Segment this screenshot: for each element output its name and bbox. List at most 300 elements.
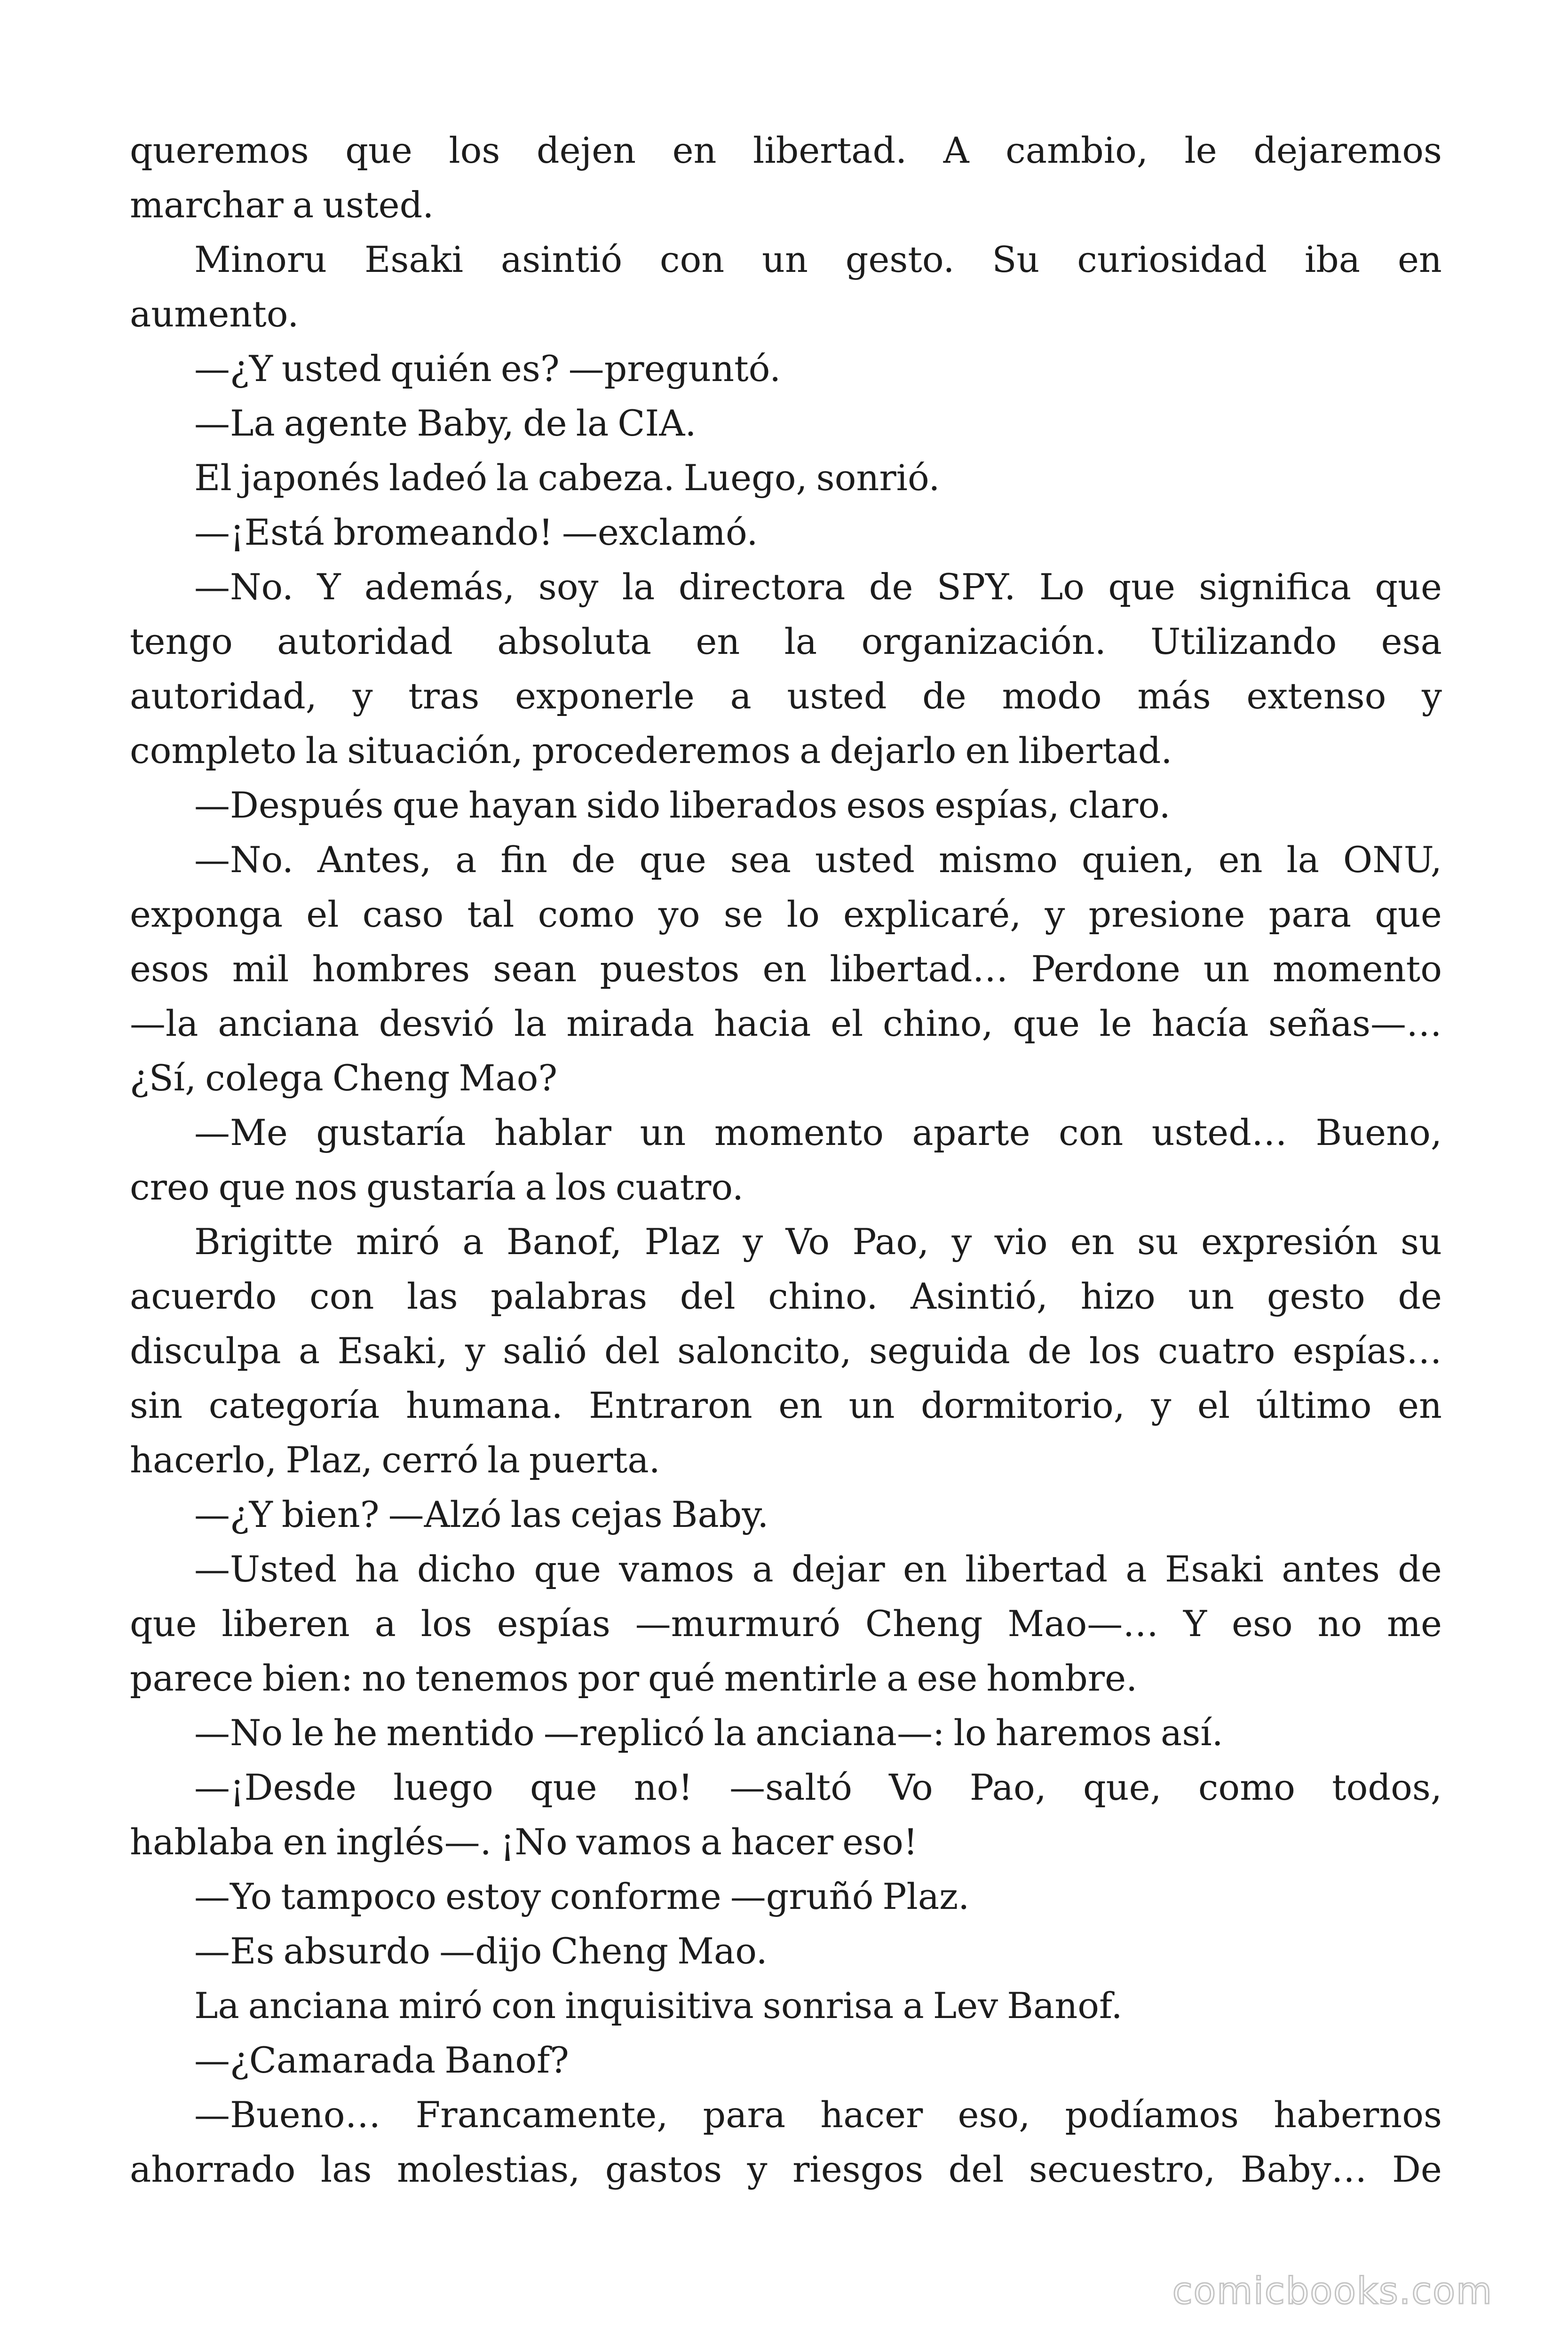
word: no: [1317, 1603, 1362, 1645]
word: Mao—…: [1007, 1603, 1159, 1645]
word: por: [578, 1657, 640, 1699]
word: Esaki: [1164, 1548, 1264, 1590]
word: claro.: [1068, 784, 1171, 826]
word: con: [1059, 1112, 1124, 1153]
text-line: [130, 1324, 1442, 1378]
word: a: [800, 730, 821, 771]
word: lo: [786, 893, 820, 935]
word: a: [730, 675, 752, 717]
word: con: [659, 238, 725, 280]
word: que: [1375, 566, 1442, 608]
word: ¿Sí,: [130, 1057, 197, 1099]
word: sonrió.: [816, 457, 940, 499]
word: tras: [408, 675, 480, 717]
word: yo: [658, 893, 700, 935]
text-line: [130, 1378, 1442, 1433]
word: hayan: [468, 784, 578, 826]
word: humana.: [405, 1384, 563, 1426]
word: Y: [1183, 1603, 1207, 1645]
text-line: [130, 2142, 1442, 2197]
word: como: [538, 893, 635, 935]
word: momento: [1272, 948, 1442, 990]
word: su: [1137, 1221, 1179, 1263]
word: secuestro,: [1029, 2148, 1216, 2190]
word: más: [1137, 675, 1211, 717]
word: luego: [393, 1766, 493, 1808]
word: como: [1198, 1766, 1295, 1808]
word: liberados: [669, 784, 838, 826]
text-line: [130, 1869, 1442, 1924]
word: —dijo: [439, 1930, 542, 1972]
word: los: [555, 1166, 607, 1208]
word: Banof,: [506, 1221, 622, 1263]
word: a: [298, 1330, 320, 1372]
word: mentirle: [724, 1657, 878, 1699]
word: y: [352, 675, 373, 717]
word: usted: [815, 839, 915, 881]
word: —exclamó.: [562, 511, 758, 553]
word: salió: [503, 1330, 587, 1372]
word: la: [1286, 839, 1320, 881]
text-line: [130, 1760, 1442, 1815]
word: sin: [130, 1384, 183, 1426]
word: que: [534, 1548, 601, 1590]
word: Minoru: [194, 238, 327, 280]
word: además,: [364, 566, 515, 608]
word: —¡Desde: [194, 1766, 357, 1808]
word: haremos: [995, 1712, 1152, 1754]
word: —Me: [194, 1112, 288, 1153]
word: cerró: [381, 1439, 479, 1481]
word: asintió: [500, 238, 623, 280]
word: ONU,: [1343, 839, 1442, 881]
word: y: [465, 1330, 485, 1372]
word: modo: [1002, 675, 1102, 717]
word: —murmuró: [635, 1603, 841, 1645]
book-page-text: [130, 123, 1442, 2197]
word: —¿Y: [194, 1494, 273, 1535]
text-line: [130, 996, 1442, 1051]
word: palabras: [491, 1275, 648, 1317]
word: sean: [493, 948, 577, 990]
word: extenso: [1246, 675, 1386, 717]
word: de: [523, 402, 567, 444]
word: y: [743, 1221, 763, 1263]
word: explicaré,: [843, 893, 1022, 935]
word: libertad…: [830, 948, 1008, 990]
word: anciana: [248, 1985, 390, 2026]
word: en: [672, 129, 717, 171]
word: aumento.: [130, 293, 299, 335]
text-line: [130, 178, 1442, 232]
text-line: [130, 1924, 1442, 1979]
text-line: [130, 2033, 1442, 2088]
word: A: [943, 129, 969, 171]
word: aparte: [912, 1112, 1030, 1153]
word: Plaz.: [882, 1875, 970, 1917]
word: Y: [317, 566, 341, 608]
word: tampoco: [281, 1875, 436, 1917]
word: tengo: [130, 620, 233, 662]
word: para: [1268, 893, 1352, 935]
word: Mao?: [459, 1057, 558, 1099]
word: La: [194, 1985, 239, 2026]
word: caso: [362, 893, 444, 935]
word: mirada: [566, 1002, 695, 1044]
word: nos: [294, 1166, 357, 1208]
word: tal: [467, 893, 515, 935]
word: Esaki,: [337, 1330, 448, 1372]
word: que: [1108, 566, 1175, 608]
word: sonrisa: [762, 1985, 894, 2026]
word: a: [292, 184, 314, 226]
word: me: [1386, 1603, 1442, 1645]
word: Baby.: [671, 1494, 769, 1535]
text-line: [130, 1105, 1442, 1160]
word: chino,: [883, 1002, 993, 1044]
word: a: [525, 1166, 546, 1208]
word: Vo: [785, 1221, 830, 1263]
word: eso!: [842, 1821, 918, 1863]
word: que: [218, 1166, 286, 1208]
word: eso,: [958, 2094, 1030, 2136]
text-line: [130, 287, 1442, 342]
word: Baby…: [1240, 2148, 1367, 2190]
word: a: [752, 1548, 774, 1590]
word: —¿Camarada: [194, 2039, 436, 2081]
word: Luego,: [683, 457, 808, 499]
word: y: [747, 2148, 768, 2190]
word: que: [392, 784, 460, 826]
word: se: [723, 893, 763, 935]
word: —Usted: [194, 1548, 337, 1590]
word: Perdone: [1031, 948, 1180, 990]
text-line: [130, 1160, 1442, 1215]
word: procederemos: [532, 730, 791, 771]
word: hizo: [1080, 1275, 1156, 1317]
word: su: [1400, 1221, 1442, 1263]
word: Entraron: [589, 1384, 752, 1426]
text-line: [130, 887, 1442, 942]
word: del: [948, 2148, 1004, 2190]
word: curiosidad: [1077, 238, 1267, 280]
word: en: [283, 1821, 327, 1863]
word: situación,: [347, 730, 523, 771]
word: puestos: [600, 948, 740, 990]
word: de: [922, 675, 966, 717]
word: Francamente,: [415, 2094, 668, 2136]
word: hablaba: [130, 1821, 274, 1863]
word: cejas: [570, 1494, 663, 1535]
word: libertad: [965, 1548, 1108, 1590]
word: en: [696, 620, 740, 662]
word: —replicó: [543, 1712, 705, 1754]
word: usted.: [323, 184, 434, 226]
text-line: [130, 1051, 1442, 1105]
word: a: [1125, 1548, 1147, 1590]
word: que: [130, 1603, 197, 1645]
word: fin: [500, 839, 548, 881]
word: podíamos: [1065, 2094, 1239, 2136]
word: bromeando!: [333, 511, 553, 553]
word: de: [571, 839, 616, 881]
word: un: [848, 1384, 895, 1426]
text-line: [130, 1215, 1442, 1269]
word: inglés—.: [336, 1821, 491, 1863]
text-line: [130, 1597, 1442, 1651]
word: usted: [281, 348, 382, 389]
word: desvió: [379, 1002, 495, 1044]
word: absurdo: [283, 1930, 431, 1972]
word: espías: [497, 1603, 610, 1645]
text-line: [130, 1979, 1442, 2033]
word: a: [887, 1657, 908, 1699]
word: de: [1398, 1548, 1442, 1590]
word: la: [305, 730, 339, 771]
word: gastos: [605, 2148, 722, 2190]
text-line: [130, 342, 1442, 396]
text-line: [130, 505, 1442, 560]
word: he: [333, 1712, 378, 1754]
word: iba: [1304, 238, 1361, 280]
word: en: [903, 1548, 947, 1590]
word: y: [1045, 893, 1065, 935]
word: sea: [730, 839, 792, 881]
text-line: [130, 833, 1442, 887]
word: la: [784, 620, 817, 662]
word: autoridad,: [130, 675, 317, 717]
word: riesgos: [792, 2148, 924, 2190]
word: expresión: [1201, 1221, 1378, 1263]
word: dejar: [791, 1548, 885, 1590]
word: todos,: [1332, 1766, 1442, 1808]
word: soy: [538, 566, 599, 608]
word: dejen: [536, 129, 636, 171]
word: y: [1151, 1384, 1172, 1426]
word: bien?: [281, 1494, 380, 1535]
word: autoridad: [277, 620, 453, 662]
word: seguida: [869, 1330, 1010, 1372]
word: Asintió,: [911, 1275, 1048, 1317]
word: creo: [130, 1166, 210, 1208]
word: cambio,: [1006, 129, 1148, 171]
word: Banof?: [444, 2039, 569, 2081]
word: —gruñó: [730, 1875, 874, 1917]
word: Cheng: [865, 1603, 983, 1645]
word: cuatro: [1158, 1330, 1275, 1372]
word: un: [1188, 1275, 1235, 1317]
word: lo: [953, 1712, 987, 1754]
word: hacerlo,: [130, 1439, 277, 1481]
word: Plaz: [644, 1221, 721, 1263]
word: espías,: [934, 784, 1060, 826]
word: la: [576, 402, 609, 444]
word: no!: [634, 1766, 693, 1808]
word: ahorrado: [130, 2148, 296, 2190]
word: momento: [714, 1112, 884, 1153]
word: en: [965, 730, 1010, 771]
word: vamos: [576, 1821, 692, 1863]
word: ese: [917, 1657, 978, 1699]
word: en: [778, 1384, 823, 1426]
word: un: [1203, 948, 1250, 990]
word: Baby,: [417, 402, 514, 444]
word: dejarlo: [830, 730, 957, 771]
word: esos: [846, 784, 926, 826]
word: hablar: [494, 1112, 611, 1153]
word: ¡No: [500, 1821, 568, 1863]
word: el: [831, 1002, 863, 1044]
word: colega: [205, 1057, 324, 1099]
text-line: [130, 1433, 1442, 1487]
word: la: [514, 1002, 547, 1044]
word: que,: [1083, 1766, 1162, 1808]
word: SPY.: [936, 566, 1016, 608]
word: gesto: [1267, 1275, 1365, 1317]
text-line: [130, 942, 1442, 996]
word: los: [420, 1603, 472, 1645]
word: mismo: [938, 839, 1058, 881]
word: puerta.: [529, 1439, 660, 1481]
word: Bueno,: [1315, 1112, 1442, 1153]
word: la: [713, 1712, 747, 1754]
word: absoluta: [497, 620, 652, 662]
text-line: [130, 396, 1442, 451]
text-line: [130, 1487, 1442, 1542]
word: Banof.: [1007, 1985, 1123, 2026]
word: es?: [500, 348, 560, 389]
word: quién: [390, 348, 492, 389]
word: quien,: [1081, 839, 1195, 881]
word: —preguntó.: [568, 348, 781, 389]
word: tenemos: [415, 1657, 569, 1699]
word: queremos: [130, 129, 309, 171]
word: mentido: [386, 1712, 535, 1754]
word: gesto.: [845, 238, 955, 280]
word: dejaremos: [1253, 129, 1442, 171]
word: el: [306, 893, 339, 935]
word: le: [1099, 1002, 1132, 1044]
word: del: [680, 1275, 736, 1317]
word: a: [903, 1985, 924, 2026]
word: significa: [1199, 566, 1352, 608]
word: conforme: [550, 1875, 721, 1917]
word: miró: [356, 1221, 440, 1263]
word: los: [449, 129, 500, 171]
text-line: [130, 451, 1442, 505]
word: Plaz,: [285, 1439, 373, 1481]
word: Pao,: [969, 1766, 1046, 1808]
word: y: [951, 1221, 972, 1263]
text-line: [130, 1815, 1442, 1869]
word: hombre.: [986, 1657, 1138, 1699]
word: —¡Está: [194, 511, 325, 553]
word: miró: [398, 1985, 483, 2026]
text-line: [130, 123, 1442, 178]
word: Pao,: [852, 1221, 929, 1263]
word: completo: [130, 730, 297, 771]
word: exponerle: [515, 675, 695, 717]
word: Cheng: [551, 1930, 669, 1972]
word: Antes,: [317, 839, 432, 881]
text-line: [130, 1269, 1442, 1324]
word: de: [1027, 1330, 1072, 1372]
word: a: [374, 1603, 396, 1645]
word: gustaría: [366, 1166, 516, 1208]
word: gustaría: [316, 1112, 466, 1153]
text-line: [130, 1651, 1442, 1706]
word: la: [487, 1439, 520, 1481]
word: ha: [355, 1548, 399, 1590]
text-line: [130, 723, 1442, 778]
word: ladeó: [389, 457, 488, 499]
word: mil: [232, 948, 289, 990]
word: —Después: [194, 784, 384, 826]
text-line: [130, 232, 1442, 287]
word: saloncito,: [677, 1330, 852, 1372]
word: Mao.: [677, 1930, 768, 1972]
word: un: [640, 1112, 686, 1153]
word: organización.: [861, 620, 1106, 662]
word: los: [1089, 1330, 1140, 1372]
word: a: [462, 1221, 484, 1263]
word: presione: [1088, 893, 1245, 935]
word: la: [622, 566, 655, 608]
word: directora: [678, 566, 846, 608]
word: que: [1013, 1002, 1080, 1044]
word: agente: [284, 402, 408, 444]
word: vamos: [619, 1548, 735, 1590]
word: De: [1392, 2148, 1442, 2190]
word: Brigitte: [194, 1221, 333, 1263]
word: de: [1398, 1275, 1442, 1317]
word: las: [320, 2148, 372, 2190]
word: anciana: [218, 1002, 359, 1044]
word: libertad.: [1018, 730, 1172, 771]
word: en: [1218, 839, 1263, 881]
word: que: [1375, 893, 1442, 935]
text-line: [130, 614, 1442, 669]
word: Lev: [933, 1985, 998, 2026]
word: Utilizando: [1150, 620, 1337, 662]
word: en: [1398, 1384, 1442, 1426]
word: chino.: [768, 1275, 878, 1317]
word: así.: [1161, 1712, 1223, 1754]
word: —Bueno…: [194, 2094, 381, 2136]
word: bien:: [262, 1657, 353, 1699]
word: exponga: [130, 893, 283, 935]
word: de: [869, 566, 913, 608]
word: habernos: [1274, 2094, 1442, 2136]
word: vio: [994, 1221, 1048, 1263]
word: —No.: [194, 839, 294, 881]
word: las: [510, 1494, 562, 1535]
word: qué: [648, 1657, 715, 1699]
word: le: [292, 1712, 325, 1754]
word: la: [496, 457, 529, 499]
word: en: [1397, 238, 1442, 280]
word: anciana—:: [755, 1712, 945, 1754]
word: cuatro.: [615, 1166, 744, 1208]
word: dormitorio,: [921, 1384, 1125, 1426]
word: —la: [130, 1002, 198, 1044]
text-line: [130, 560, 1442, 614]
word: dicho: [417, 1548, 516, 1590]
word: que: [530, 1766, 597, 1808]
word: libertad.: [753, 129, 907, 171]
word: en: [1070, 1221, 1115, 1263]
text-line: [130, 669, 1442, 723]
